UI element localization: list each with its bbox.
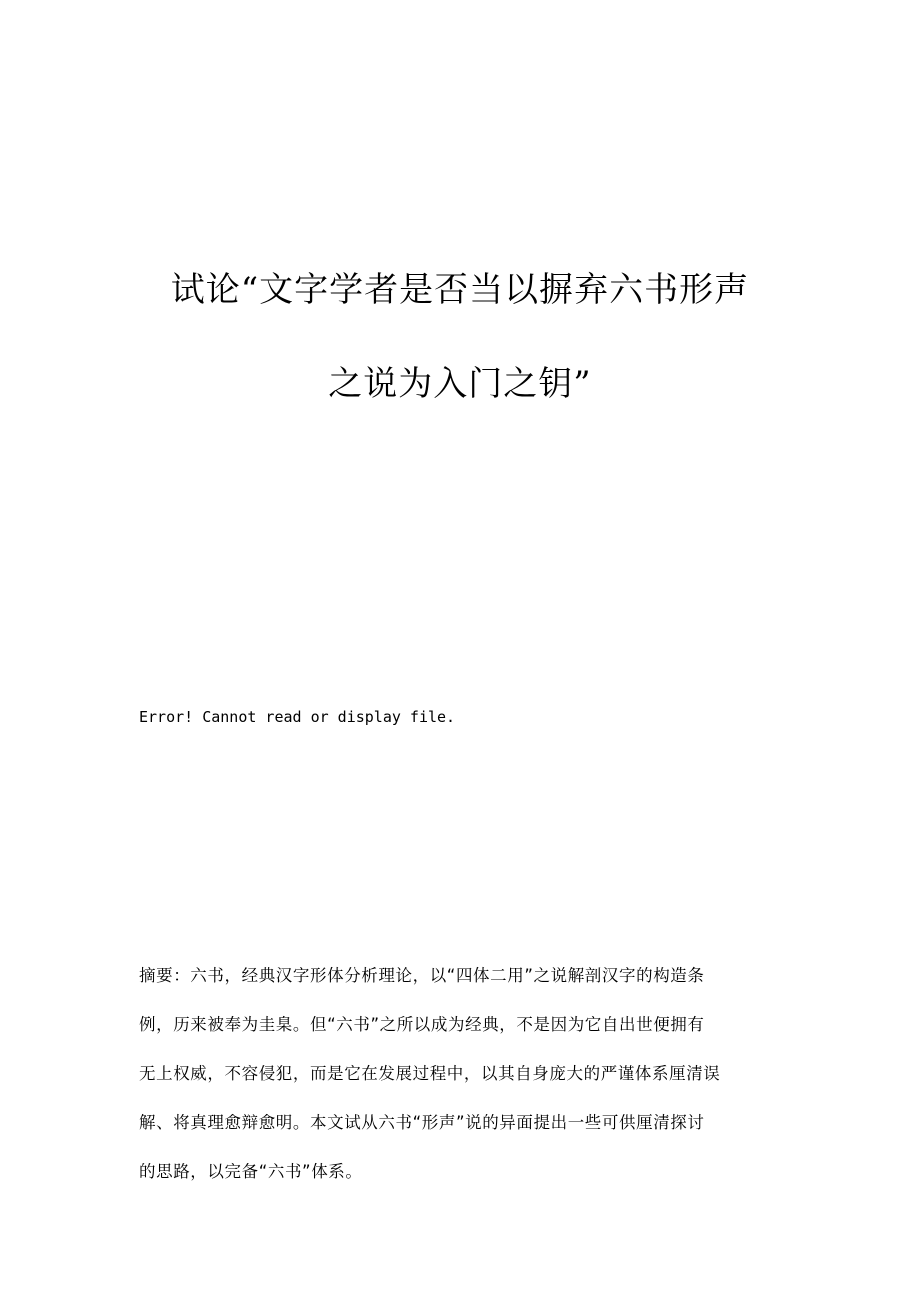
abstract-line-2: 例，历来被奉为圭臬。但“六书”之所以成为经典，不是因为它自出世便拥有: [139, 1015, 705, 1034]
abstract-paragraph: [139, 951, 779, 1196]
abstract-line-3: 无上权威，不容侵犯，而是它在发展过程中，以其自身庞大的严谨体系厘清误: [139, 1064, 721, 1083]
document-title-line-1: 试论“文字学者是否当以摒弃六书形声: [170, 270, 750, 310]
document-title-line-2: 之说为入门之钥”: [328, 364, 592, 404]
abstract-line-4: 解、将真理愈辩愈明。本文试从六书“形声”说的异面提出一些可供厘清探讨: [139, 1113, 705, 1132]
image-load-error-message: Error! Cannot read or display file.: [139, 708, 456, 726]
abstract-line-5: 的思路，以完备“六书”体系。: [139, 1162, 363, 1181]
abstract-line-1: 摘要：六书，经典汉字形体分析理论，以“四体二用”之说解剖汉字的构造条: [139, 966, 705, 985]
